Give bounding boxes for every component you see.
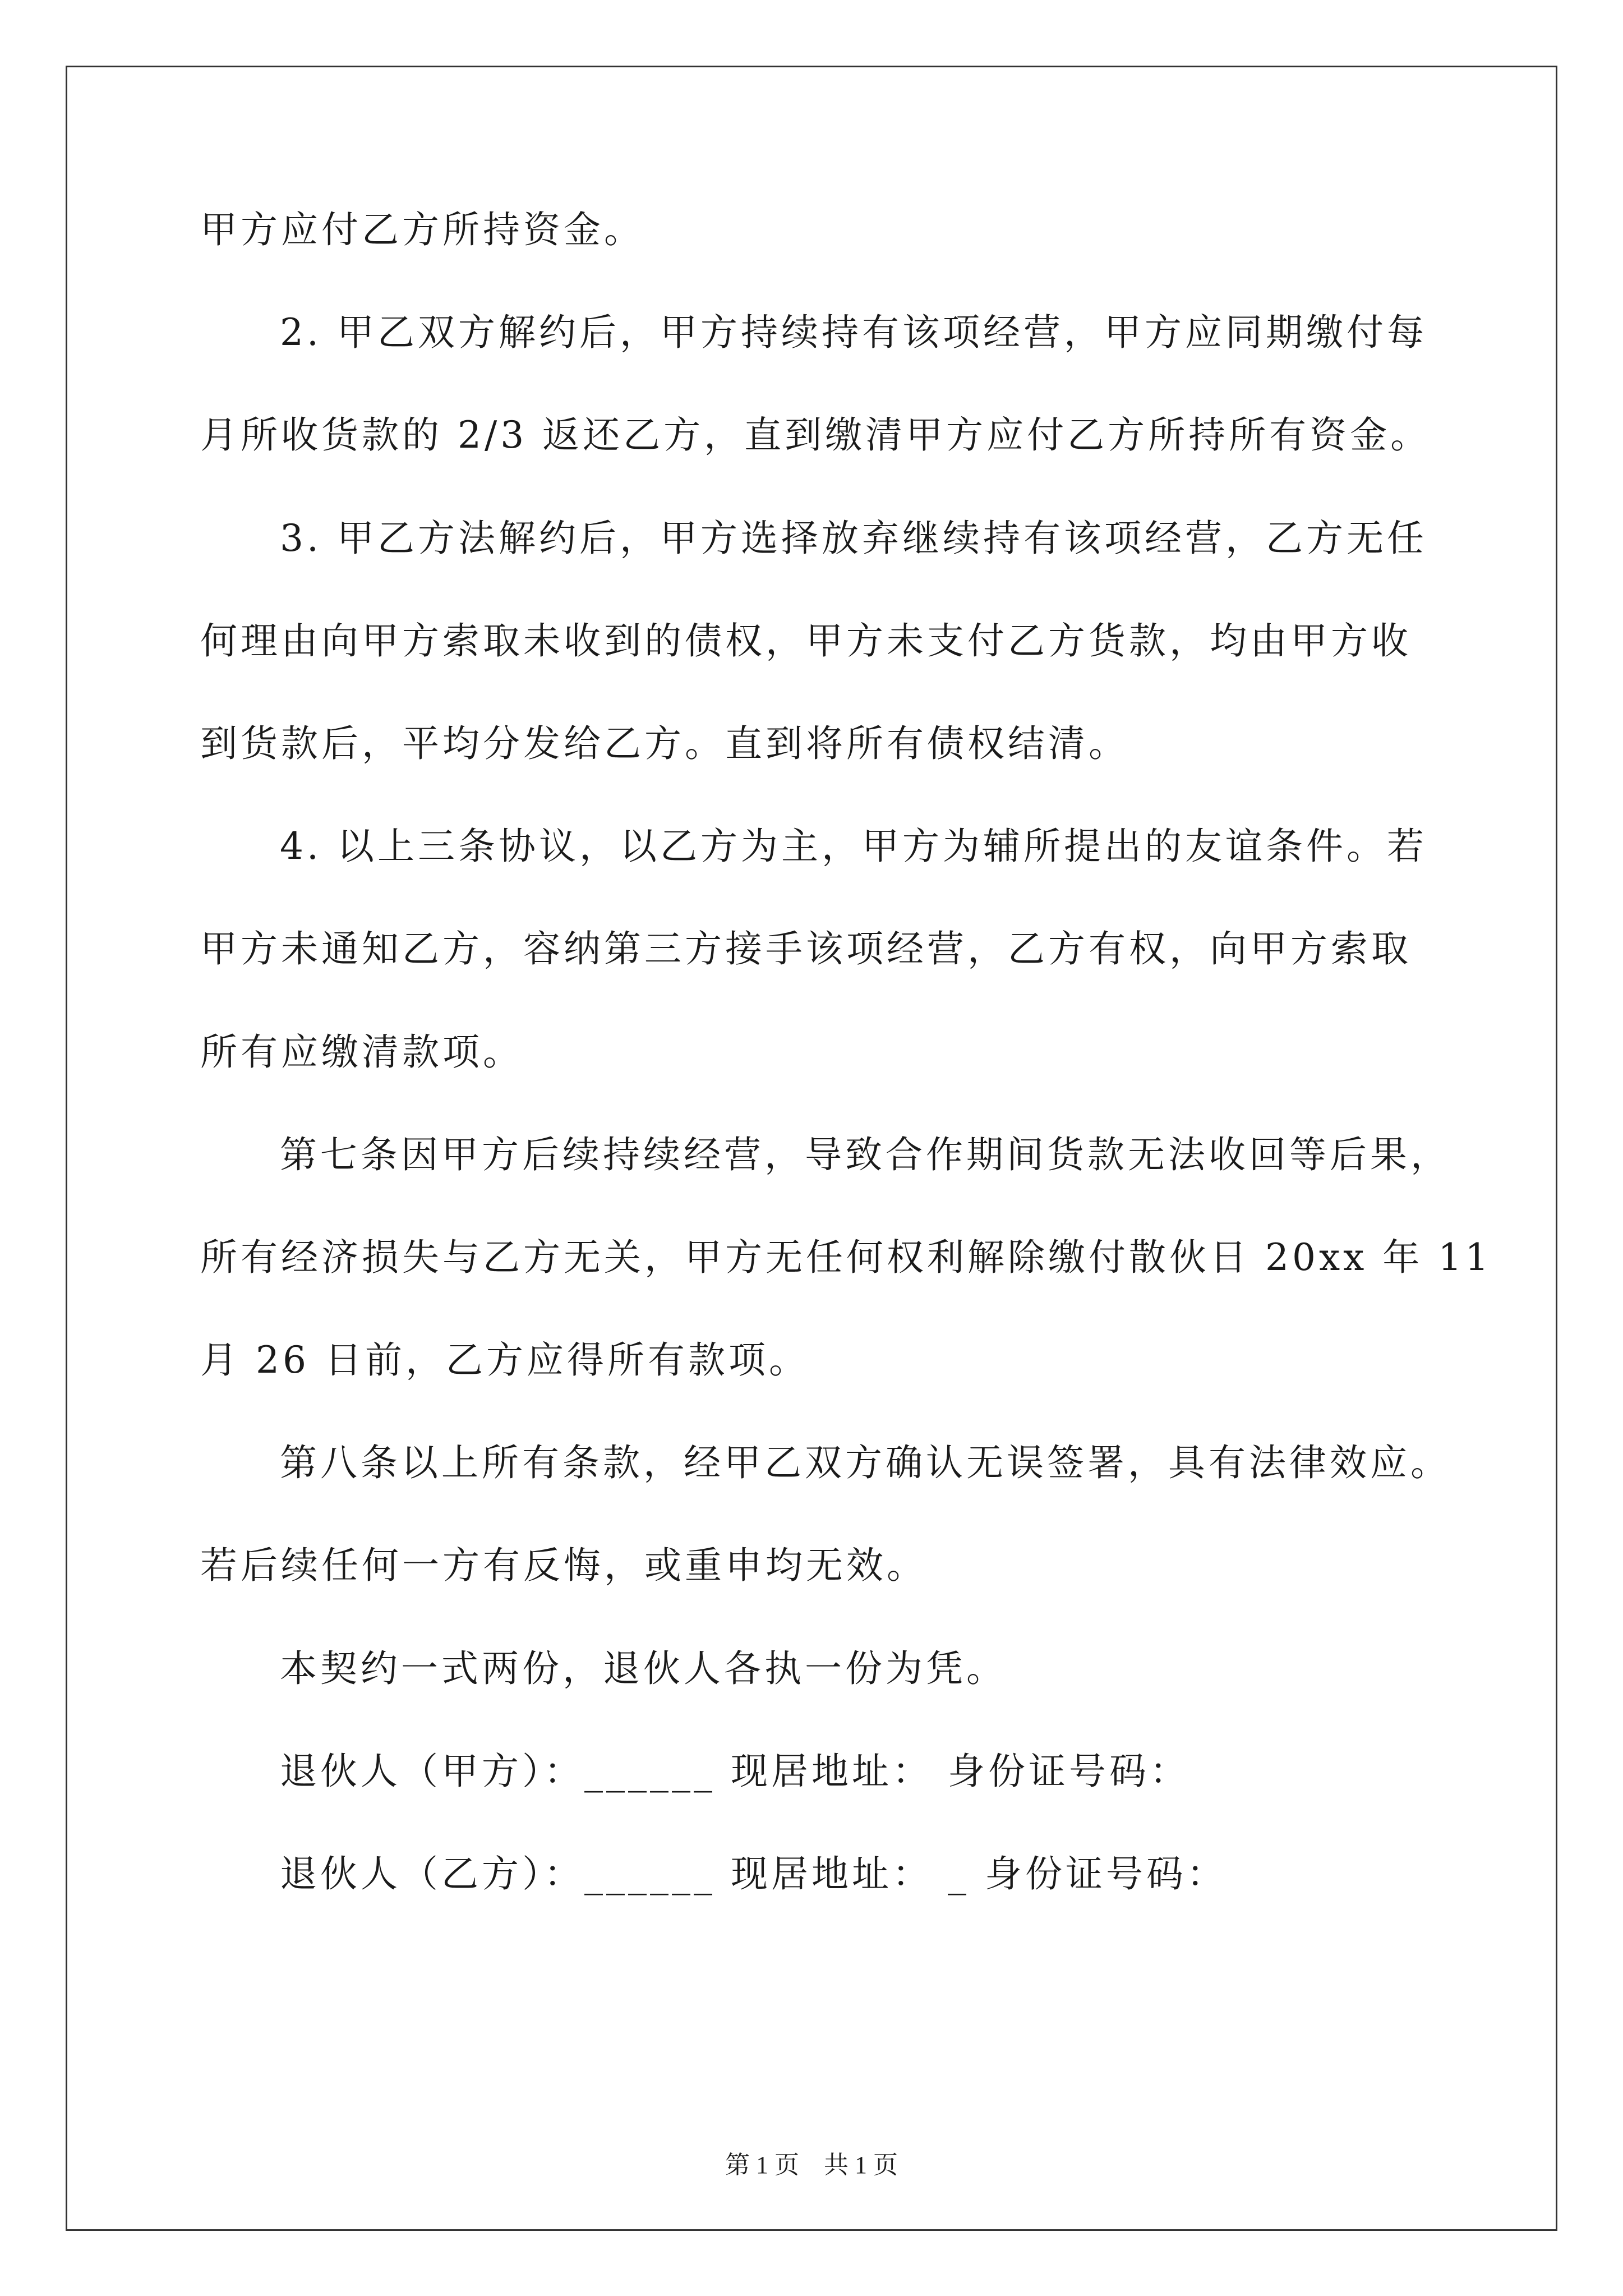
clause-4-line-2: 甲方未通知乙方，容纳第三方接手该项经营，乙方有权，向甲方索取 [200, 927, 1412, 970]
page-number: 第 1 页 共 1 页 [725, 2151, 898, 2179]
article-7-line-3: 月 26 日前，乙方应得所有款项。 [200, 1338, 809, 1382]
article-7-line-1: 第七条因甲方后续持续经营，导致合作期间货款无法收回等后果， [280, 1133, 1451, 1176]
clause-2-line-2: 月所收货款的 2/3 返还乙方，直到缴清甲方应付乙方所持所有资金。 [200, 413, 1431, 457]
signature-party-b: 退伙人（乙方）：______ 现居地址： _ 身份证号码： [280, 1852, 1227, 1895]
clause-3-line-1: 3. 甲乙方法解约后，甲方选择放弃继续持有该项经营，乙方无任 [280, 517, 1427, 560]
article-8-line-2: 若后续任何一方有反悔，或重申均无效。 [200, 1544, 927, 1587]
clause-4-line-1: 4. 以上三条协议，以乙方为主，甲方为辅所提出的友谊条件。若 [280, 825, 1427, 868]
article-7-line-2: 所有经济损失与乙方无关，甲方无任何权利解除缴付散伙日 20xx 年 11 [200, 1236, 1492, 1279]
clause-3-line-3: 到货款后，平均分发给乙方。直到将所有债权结清。 [200, 722, 1129, 765]
clause-2-line-1: 2. 甲乙双方解约后，甲方持续持有该项经营，甲方应同期缴付每 [280, 311, 1427, 354]
signature-party-a: 退伙人（甲方）：______ 现居地址： 身份证号码： [280, 1750, 1190, 1793]
copies-statement: 本契约一式两份，退伙人各执一份为凭。 [280, 1647, 1007, 1690]
clause-3-line-2: 何理由向甲方索取未收到的债权，甲方未支付乙方货款，均由甲方收 [200, 619, 1412, 662]
clause-4-line-3: 所有应缴清款项。 [200, 1030, 523, 1074]
article-8-line-1: 第八条以上所有条款，经甲乙双方确认无误签署，具有法律效应。 [280, 1441, 1451, 1484]
text-line: 甲方应付乙方所持资金。 [200, 208, 644, 251]
